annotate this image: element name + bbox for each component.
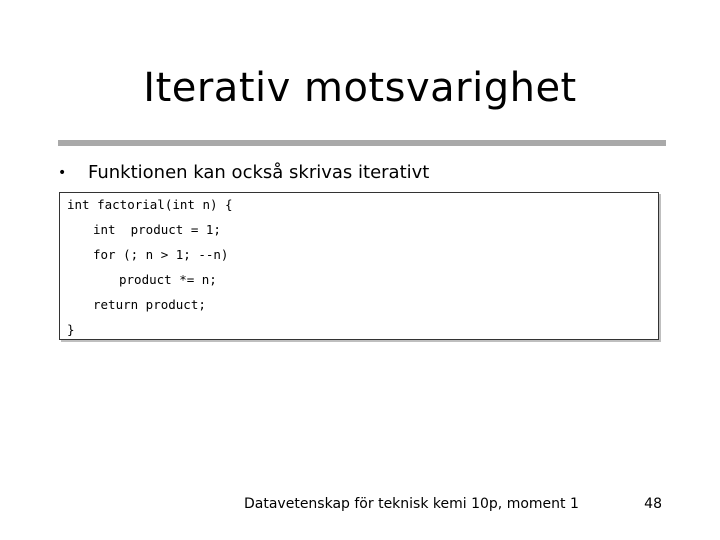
code-line: product *= n;: [119, 272, 217, 287]
code-line: int product = 1;: [93, 222, 221, 237]
code-line: int factorial(int n) {: [67, 197, 233, 212]
bullet-item: [58, 160, 429, 186]
slide-title: Iterativ motsvarighet: [143, 65, 577, 111]
code-line: return product;: [93, 297, 206, 312]
title-underline: [58, 140, 666, 146]
code-line: }: [67, 322, 75, 337]
footer-course-title: Datavetenskap för teknisk kemi 10p, moment 1: [244, 496, 579, 512]
code-line: for (; n > 1; --n): [93, 247, 229, 262]
page-number: 48: [644, 496, 662, 512]
code-block: [59, 192, 659, 340]
bullet-text: Funktionen kan också skrivas iterativt: [88, 162, 430, 183]
bullet-dot-icon: •: [58, 165, 67, 181]
